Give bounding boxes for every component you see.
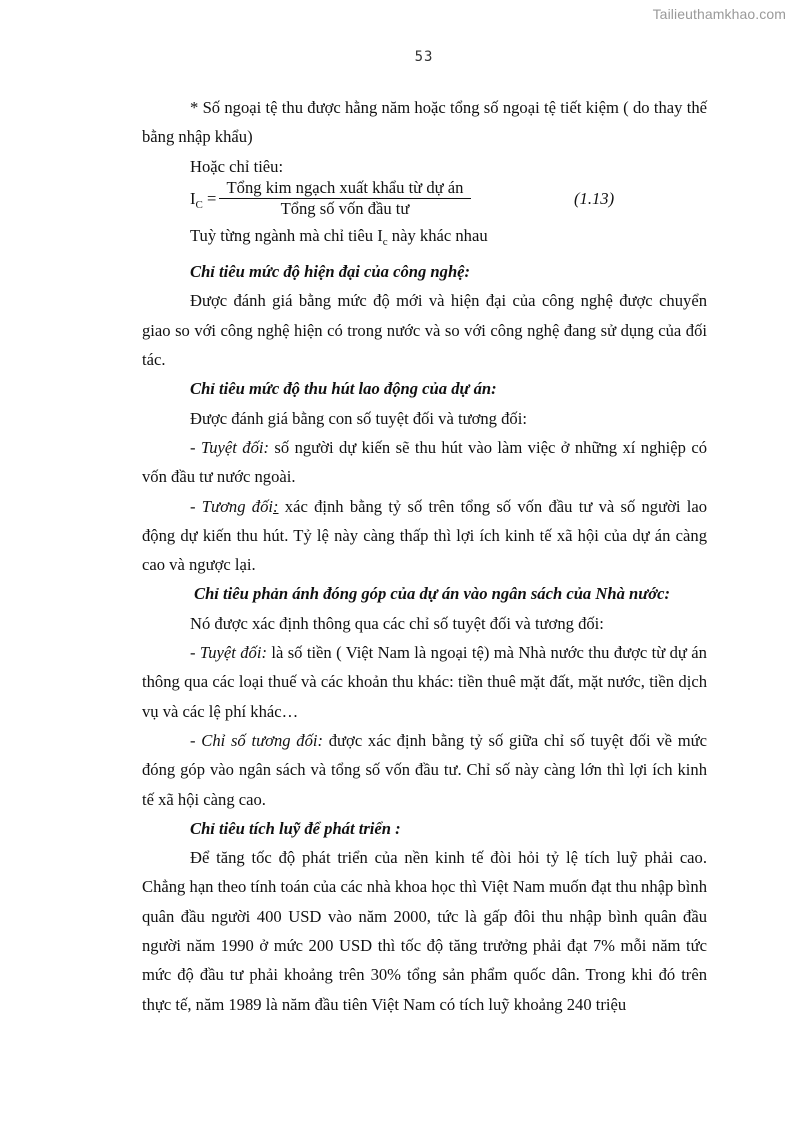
para9-text: là số tiền ( Việt Nam là ngoại tệ) mà Nhà nước thu được từ dự án thông qua các loại thuế và các khoản thu khác: tiền thuê mặt đất, mặt nước, tiền dịch vụ và các lệ phí khác… [142,643,707,721]
paragraph-technology-assessment: Được đánh giá bằng mức độ mới và hiện đại của công nghệ được chuyển giao so với công nghệ hiện có trong nước và so với công nghệ đang sử dụng của đối tác. [142,291,707,370]
paragraph-or-indicator: Hoặc chỉ tiêu: [190,156,284,176]
formula-tag: (1.13) [574,188,615,208]
para7-dash: - [190,496,202,516]
document-body [142,93,707,1019]
heading-budget-contribution: Chỉ tiêu phản ánh đóng góp của dự án vào ngân sách của Nhà nước: [194,584,670,604]
para3-after: này khác nhau [387,225,488,245]
formula-numerator: Tổng kim ngạch xuất khẩu từ dự án [219,178,471,199]
formula-denominator: Tổng số vốn đầu tư [280,198,410,218]
para3-before: Tuỳ từng ngành mà chỉ tiêu I [190,225,383,245]
formula-lhs-subscript: C [195,198,203,211]
heading-labor-attraction: Chỉ tiêu mức độ thu hút lao động của dự án: [190,379,497,399]
paragraph-budget-absolute [142,638,707,726]
para7-label: Tương đối [201,496,273,516]
paragraph-foreign-currency: * Số ngoại tệ thu được hằng năm hoặc tổng số ngoại tệ tiết kiệm ( do thay thế bằng nhập khẩu) [142,98,707,147]
paragraph-industry-varies [142,221,707,257]
heading-accumulation: Chỉ tiêu tích luỹ để phát triển : [190,818,401,838]
paragraph-budget-indices: Nó được xác định thông qua các chỉ số tuyệt đối và tương đối: [190,613,604,633]
formula-equals: = [202,188,217,208]
para6-label: Tuyệt đối: [200,437,270,457]
para10-dash: - [190,730,202,750]
formula-fraction [219,178,471,218]
heading-technology-modernity: Chỉ tiêu mức độ hiện đại của công nghệ: [190,262,471,282]
paragraph-accumulation: Để tăng tốc độ phát triển của nền kinh tế đòi hỏi tỷ lệ tích luỹ phải cao. Chẳng hạn theo tính toán của các nhà khoa học thì Việt Nam muốn đạt thu nhập bình quân đầu người 400 USD vào năm 2000, tức là gấp đôi thu nhập bình quân đầu người năm 1990 ở mức 200 USD thì tốc độ tăng trưởng phải đạt 7% mỗi năm tức mức độ đầu tư phải khoảng trên 30% tổng sản phẩm quốc dân. Trong khi đó trên thực tế, năm 1989 là năm đầu tiên Việt Nam có tích luỹ khoảng 240 triệu [142,848,707,1014]
para3-subscript: c [382,235,388,248]
para7-colon: : [273,496,279,516]
watermark-text: Tailieuthamkhao.com [652,6,786,22]
paragraph-labor-absolute [142,433,707,492]
para6-text: số người dự kiến sẽ thu hút vào làm việc ở những xí nghiệp có vốn đầu tư nước ngoài. [142,437,707,487]
para10-text: được xác định bằng tỷ số giữa chỉ số tuyệt đối về mức đóng góp vào ngân sách và tổng số vốn đầu tư. Chỉ số này càng lớn thì lợi ích kinh tế xã hội càng cao. [142,730,707,809]
para10-label: Chỉ số tương đối: [201,730,324,750]
para9-dash: - [190,643,200,663]
formula-lhs [190,189,216,215]
paragraph-labor-assessment: Được đánh giá bằng con số tuyệt đối và tương đối: [190,408,527,428]
formula-1-13 [142,177,707,221]
para9-label: Tuyệt đối: [199,643,267,663]
formula-lhs-symbol: I [190,188,196,208]
para6-dash: - [190,437,201,457]
para7-text: xác định bằng tỷ số trên tổng số vốn đầu tư và số người lao động dự kiến thu hút. Tỷ lệ này càng thấp thì lợi ích kinh tế xã hội của dự án càng cao và ngược lại. [142,496,707,575]
paragraph-budget-relative [142,726,707,814]
paragraph-labor-relative [142,492,707,580]
page-number: 53 [414,49,434,65]
